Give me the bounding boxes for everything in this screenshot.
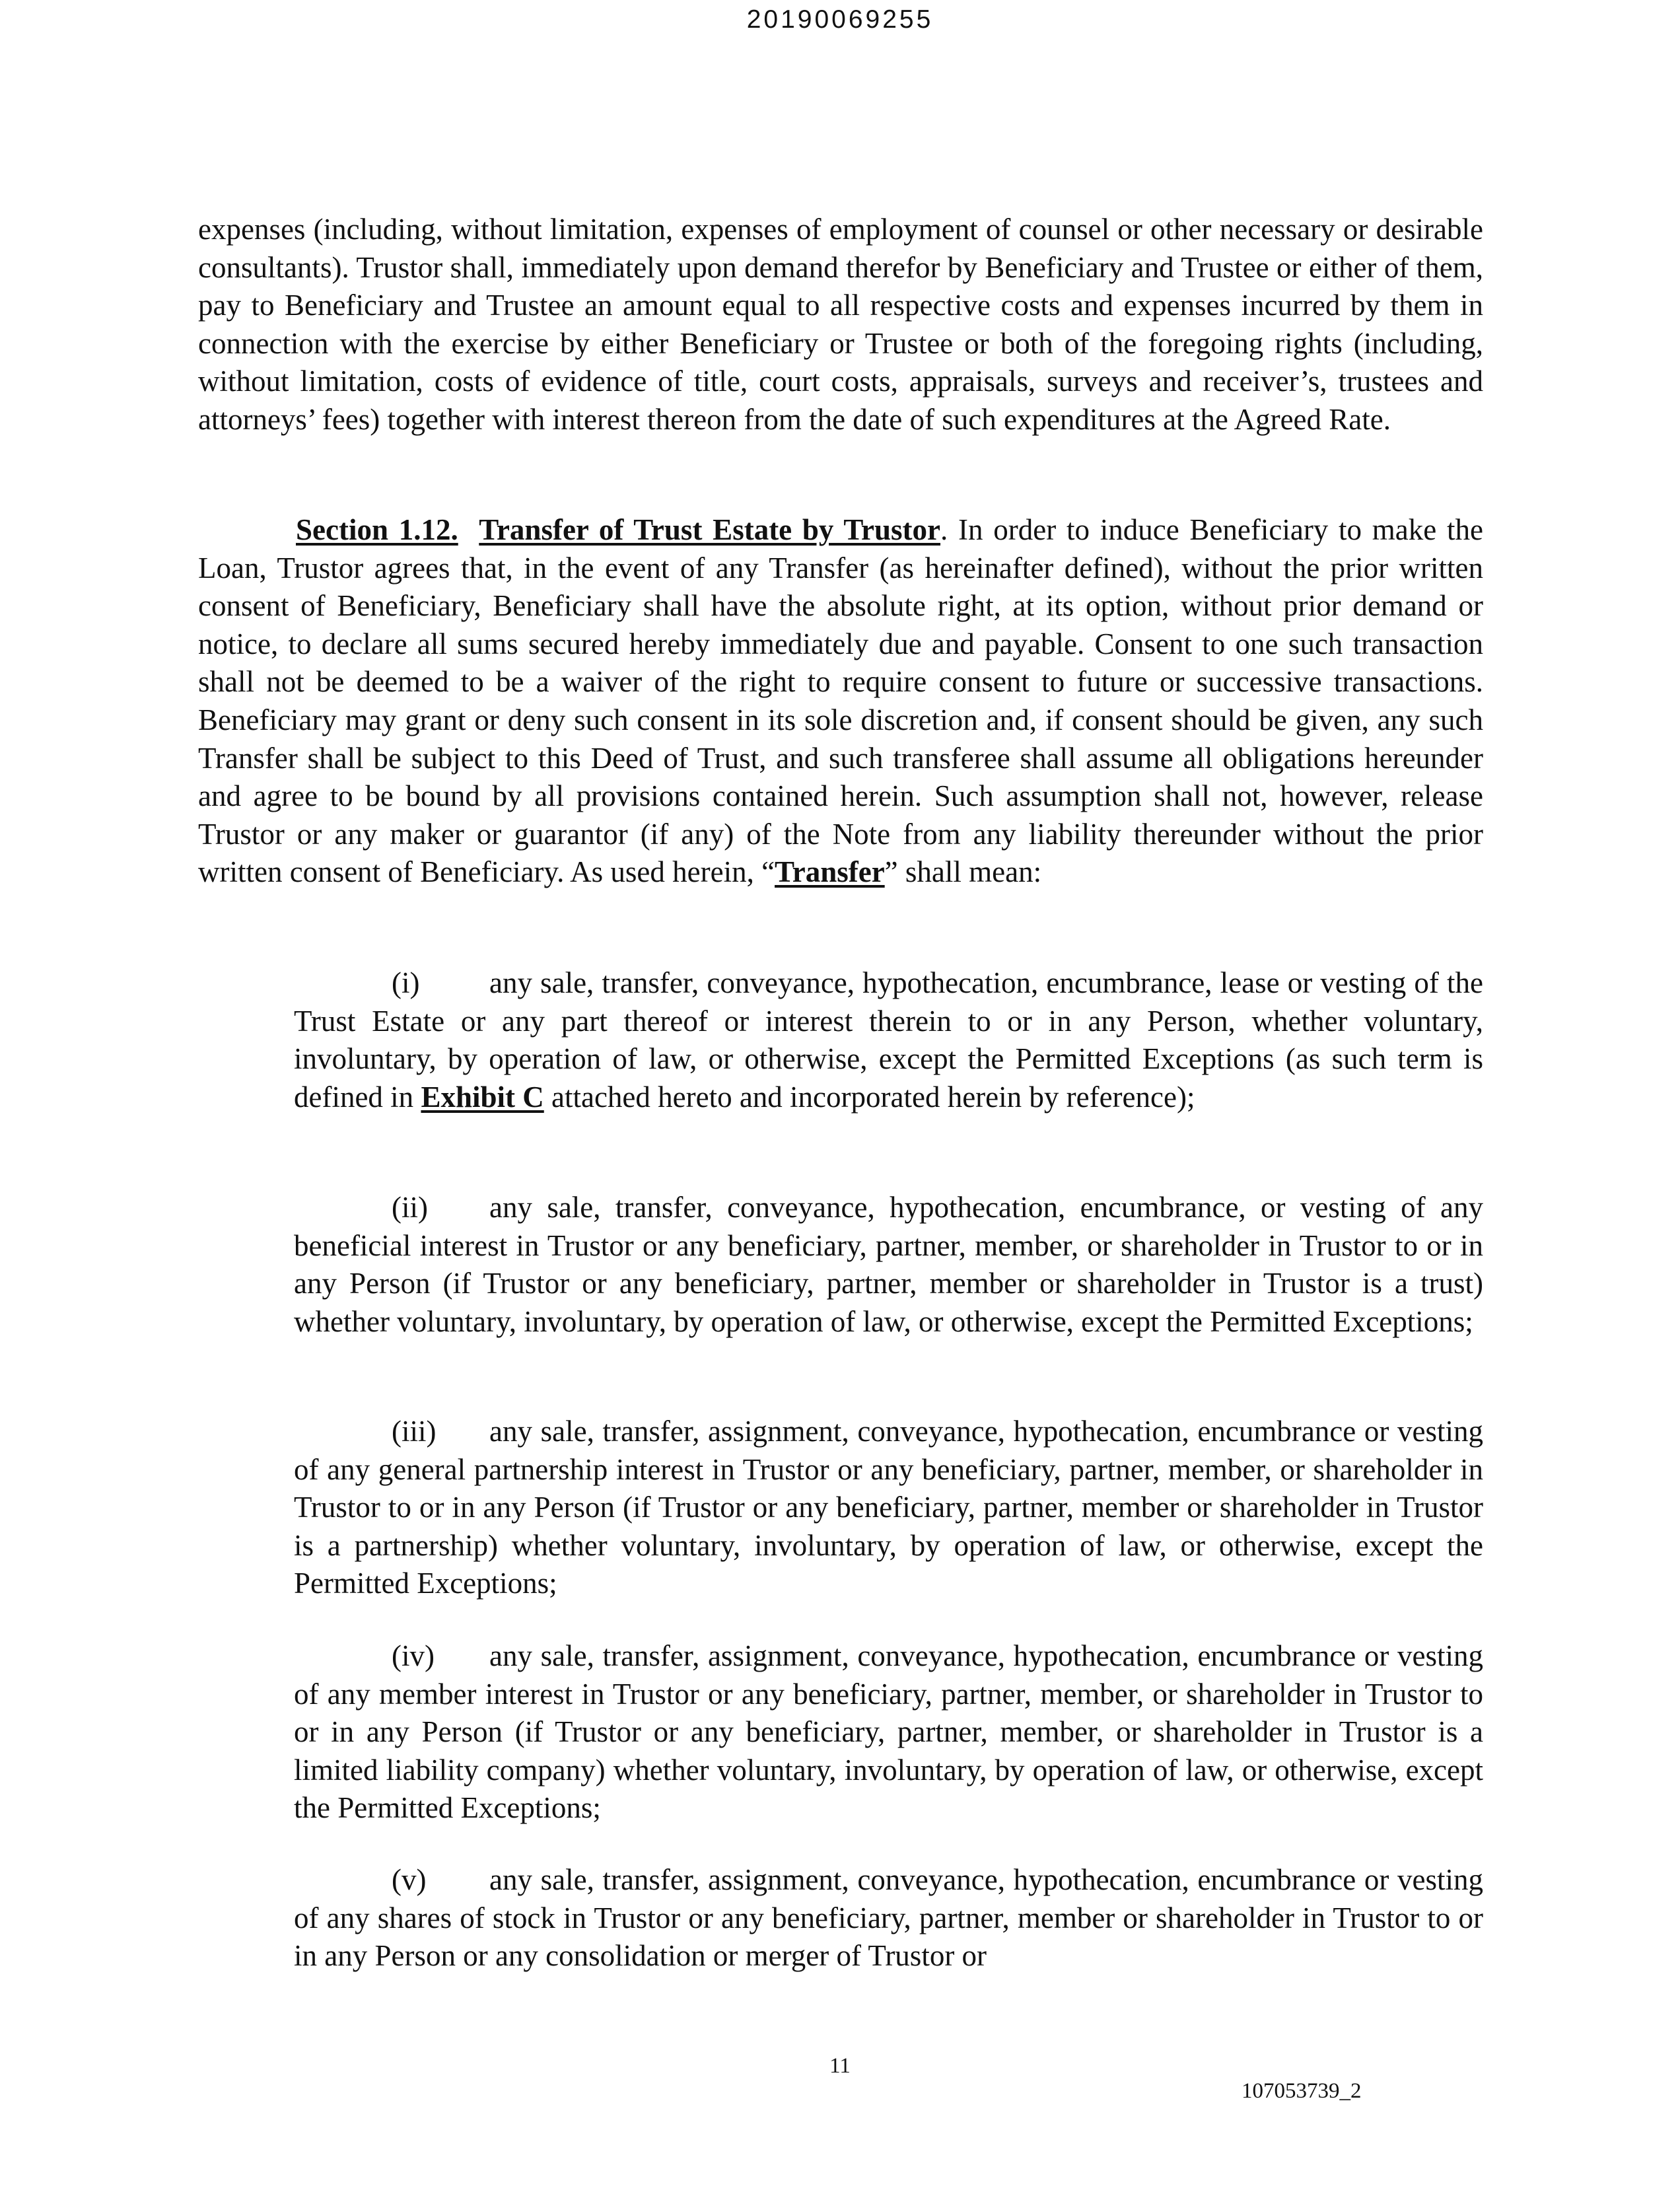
page-number: 11 xyxy=(829,2054,851,2078)
list-marker: (iv) xyxy=(392,1639,435,1672)
list-item-ii xyxy=(294,1189,1483,1341)
continuation-paragraph: expenses (including, without limitation, expenses of employment of counsel or other necessary or desirable consultants). Trustor shall, immediately upon demand therefor by Beneficiary and Trustee or either of them, pay to Beneficiary and Trustee an amount equal to all respective costs and expenses incurred by them in connection with the exercise by either Beneficiary or Trustee or both of the foregoing rights (including, without limitation, costs of evidence of title, court costs, appraisals, surveys and receiver’s, trustees and attorneys’ fees) together with interest thereon from the date of such expenditures at the Agreed Rate. xyxy=(198,213,1483,436)
section-body-end: ” shall mean: xyxy=(884,855,1042,889)
list-item-text: any sale, transfer, conveyance, hypothecation, encumbrance, lease or vesting of the Trust Estate or any part thereof or interest therein to or in any Person, whether voluntary, involuntary, by operation of law, or otherwise, except the Permitted Exceptions (as such term is defined in xyxy=(294,966,1483,1114)
list-marker: (i) xyxy=(392,966,420,999)
list-item-text: any sale, transfer, assignment, conveyance, hypothecation, encumbrance or vesting of any general partnership interest in Trustor or any beneficiary, partner, member, or shareholder in Trustor to or in any Person (if Trustor or any beneficiary, partner, member or shareholder in Trustor is a partnership) whether voluntary, involuntary, by operation of law, or otherwise, except the Permitted Exceptions; xyxy=(294,1415,1483,1600)
list-item-text: any sale, transfer, conveyance, hypothecation, encumbrance, or vesting of any beneficial interest in Trustor or any beneficiary, partner, member, or shareholder in Trustor to or in any Person (if Trustor or any beneficiary, partner, member or shareholder in Trustor is a trust) whether voluntary, involuntary, by operation of law, or otherwise, except the Permitted Exceptions; xyxy=(294,1191,1483,1338)
section-body: In order to induce Beneficiary to make the Loan, Trustor agrees that, in the event of any Transfer (as hereinafter defined), without the prior written consent of Beneficiary, Beneficiary shall have the absolute right, at its option, without prior demand or notice, to declare all sums secured hereby immediately due and payable. Consent to one such transaction shall not be deemed to be a waiver of the right to require consent to future or successive transactions. Beneficiary may grant or deny such consent in its sole discretion and, if consent should be given, any such Transfer shall be subject to this Deed of Trust, and such transferee shall assume all obligations hereunder and agree to be bound by all provisions contained herein. Such assumption shall not, however, release Trustor or any maker or guarantor (if any) of the Note from any liability thereunder without the prior written consent of Beneficiary. As used herein, “ xyxy=(198,513,1483,889)
list-item-text: any sale, transfer, assignment, conveyance, hypothecation, encumbrance or vesting of any member interest in Trustor or any beneficiary, partner, member, or shareholder in Trustor to or in any Person (if Trustor or any beneficiary, partner, member, or shareholder in Trustor is a limited liability company) whether voluntary, involuntary, by operation of law, or otherwise, except the Permitted Exceptions; xyxy=(294,1639,1483,1825)
list-marker: (v) xyxy=(392,1863,427,1896)
document-id: 107053739_2 xyxy=(1242,2079,1362,2103)
recording-number: 20190069255 xyxy=(746,5,934,34)
list-item-iii xyxy=(294,1413,1483,1603)
list-item-v xyxy=(294,1861,1483,1975)
list-marker: (iii) xyxy=(392,1415,437,1448)
list-item-text-after: attached hereto and incorporated herein by reference); xyxy=(543,1080,1195,1114)
defined-term-transfer: Transfer xyxy=(775,855,885,889)
list-item-i xyxy=(294,964,1483,1116)
list-item-text: any sale, transfer, assignment, conveyance, hypothecation, encumbrance or vesting of any shares of stock in Trustor or any beneficiary, partner, member or shareholder in Trustor to or in any Person or any consolidation or merger of Trustor or xyxy=(294,1863,1483,1973)
section-1-12-paragraph xyxy=(198,511,1483,892)
list-item-iv xyxy=(294,1637,1483,1827)
list-marker: (ii) xyxy=(392,1191,428,1224)
section-number: Section 1.12. xyxy=(296,513,458,546)
exhibit-reference: Exhibit C xyxy=(421,1080,544,1114)
section-title: Transfer of Trust Estate by Trustor xyxy=(479,513,941,546)
section-title-period: . xyxy=(940,513,948,546)
